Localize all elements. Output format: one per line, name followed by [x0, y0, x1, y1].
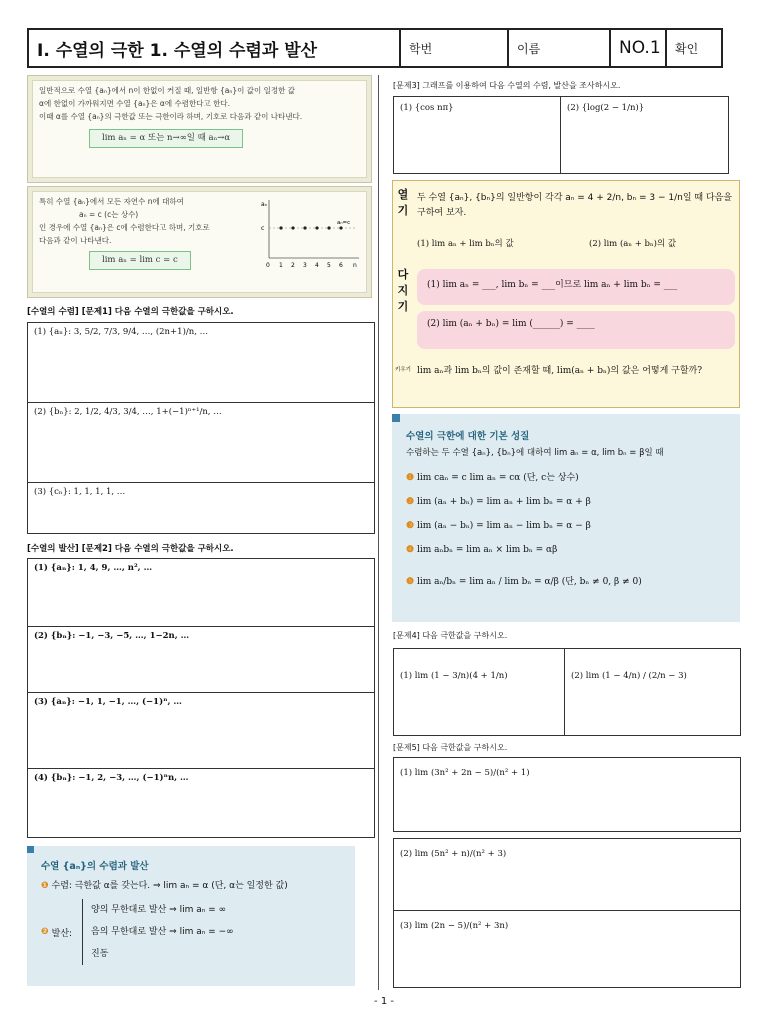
- open-q1: (1) lim aₙ + lim bₙ의 값: [417, 239, 514, 249]
- summary-title: 수열 {aₙ}의 수렴과 발산: [41, 861, 149, 872]
- header-bar: [27, 28, 723, 68]
- problem3-item2: (2) {log(2 − 1/n)}: [567, 103, 645, 113]
- oscillate-label: 진동: [91, 949, 109, 959]
- graph-y-label: aₙ: [261, 201, 268, 208]
- problem5-item3: (3) lim (2n − 5)/(n² + 3n): [400, 921, 509, 931]
- constant-sequence-graph: [259, 196, 363, 270]
- intro2-line: 인 경우에 수열 {aₙ}은 c에 수렴한다고 하며, 기호로: [39, 223, 210, 232]
- diverge-problem-table: [27, 558, 375, 838]
- column-divider: [378, 75, 379, 990]
- converge-problem-table: [27, 322, 375, 534]
- problem3-item1: (1) {cos nπ}: [394, 97, 561, 173]
- problem3-table: [393, 96, 729, 174]
- converge-summary: 수렴: 극한값 α를 갖는다. ⇒ lim aₙ = α (단, α는 일정한 값): [51, 881, 288, 891]
- diverge-label: 발산:: [51, 928, 73, 939]
- problem5-item1-box: [393, 757, 741, 832]
- diverge-negative: 음의 무한대로 발산 ⇒ lim aₙ = −∞: [91, 927, 234, 937]
- problem4-item2: (2) lim (1 − 4/n) / (2/n − 3): [571, 671, 687, 681]
- svg-text:4: 4: [315, 262, 319, 269]
- problem4-heading: [문제4] 다음 극한값을 구하시오.: [393, 631, 508, 640]
- svg-text:5: 5: [327, 262, 331, 269]
- diverge-heading: [수열의 발산] [문제2] 다음 수열의 극한값을 구하시오.: [27, 544, 234, 554]
- constant-limit-formula: lim aₙ = lim c = c: [89, 251, 191, 270]
- constant-sequence-box: [27, 186, 372, 298]
- problem4-table: [393, 648, 741, 736]
- practice-box-2: (2) lim (aₙ + bₙ) = lim (______) = ____: [417, 311, 735, 349]
- think-label: 키우기: [395, 367, 411, 373]
- property-5: lim aₙ/bₙ = lim aₙ / lim bₙ = α/β (단, bₙ ≠ 0, β ≠ 0): [416, 577, 642, 587]
- property-4: lim aₙbₙ = lim aₙ × lim bₙ = αβ: [416, 545, 558, 555]
- intro-definition-box: [27, 75, 372, 183]
- page-number: - 1 -: [374, 996, 394, 1007]
- svg-text:0: 0: [266, 262, 270, 269]
- corner-mark: [27, 846, 34, 853]
- problem-row: (4) {bₙ}: −1, 2, −3, …, (−1)ⁿn, …: [34, 773, 189, 783]
- graph-c-label: c: [261, 225, 265, 232]
- check-label: 확인: [675, 41, 699, 56]
- properties-title: 수열의 극한에 대한 기본 성질: [406, 431, 530, 442]
- intro2-line: 특히 수열 {aₙ}에서 모든 자연수 n에 대하여: [39, 197, 184, 206]
- name-label: 이름: [509, 30, 611, 66]
- problem-row: (3) {aₙ}: −1, 1, −1, …, (−1)ⁿ, …: [28, 693, 374, 769]
- problem3-heading: [문제3] 그래프를 이용하여 다음 수열의 수렴, 발산을 조사하시오.: [393, 81, 621, 90]
- bullet-3-icon: ❸: [406, 521, 415, 531]
- intro2-line: aₙ = c (c는 상수): [79, 210, 139, 219]
- intro2-line: 다음과 같이 나타낸다.: [39, 236, 112, 245]
- problem5-item1: (1) lim (3n² + 2n − 5)/(n² + 1): [400, 768, 530, 778]
- problem-row: (2) {bₙ}: −1, −3, −5, …, 1−2n, …: [28, 627, 374, 693]
- number-label: NO.1: [611, 30, 667, 66]
- problem5-heading: [문제5] 다음 극한값을 구하시오.: [393, 743, 508, 752]
- open-intro: 두 수열 {aₙ}, {bₙ}의 일반항이 각각 aₙ = 4 + 2/n, bₙ = 3 − 1/n일 때 다음을 구하여 보자.: [417, 193, 733, 218]
- bullet-2-icon: ❷: [41, 927, 49, 937]
- page-title: Ⅰ. 수열의 극한 1. 수열의 수렴과 발산: [29, 30, 401, 66]
- bullet-1-icon: ❶: [41, 881, 49, 891]
- think-question: lim aₙ과 lim bₙ의 값이 존재할 때, lim(aₙ + bₙ)의 값은 어떻게 구할까?: [417, 366, 703, 376]
- intro-line: 이때 α를 수열 {aₙ}의 극한값 또는 극한이라 하며, 기호로 다음과 같이 나타낸다.: [39, 112, 303, 121]
- practice-box-1: (1) lim aₙ = ___, lim bₙ = ___이므로 lim aₙ + lim bₙ = ___: [417, 269, 735, 305]
- corner-mark: [392, 414, 400, 422]
- problem-row: (2) {bₙ}: 2, 1/2, 4/3, 3/4, …, 1+(−1)ⁿ⁺¹/n, …: [28, 403, 374, 483]
- limit-formula: lim aₙ = α 또는 n→∞일 때 aₙ→α: [89, 129, 243, 148]
- practice-label: 다지기: [397, 268, 409, 313]
- open-activity-box: [392, 180, 740, 408]
- properties-intro: 수렴하는 두 수열 {aₙ}, {bₙ}에 대하여 lim aₙ = α, lim bₙ = β일 때: [406, 448, 664, 458]
- open-label: 열기: [397, 188, 409, 217]
- problem-row: (1) {aₙ}: 1, 4, 9, …, n², …: [28, 559, 374, 627]
- limit-properties-box: [392, 414, 740, 622]
- diverge-brace: [82, 899, 234, 965]
- problem4-item1: (1) lim (1 − 3/n)(4 + 1/n): [394, 649, 565, 735]
- bullet-1-icon: ❶: [406, 473, 415, 483]
- graph-line-label: aₙ=c: [337, 220, 351, 226]
- intro-line: α에 한없이 가까워지면 수열 {aₙ}은 α에 수렴한다고 한다.: [39, 99, 230, 108]
- property-1: lim caₙ = c lim aₙ = cα (단, c는 상수): [416, 473, 579, 483]
- problem5-item2: (2) lim (5n² + n)/(n² + 3): [394, 839, 740, 911]
- property-3: lim (aₙ − bₙ) = lim aₙ − lim bₙ = α − β: [416, 521, 591, 531]
- converge-heading: [수열의 수렴] [문제1] 다음 수열의 극한값을 구하시오.: [27, 307, 234, 317]
- open-q2: (2) lim (aₙ + bₙ)의 값: [589, 239, 677, 249]
- convergence-summary-box: [27, 846, 355, 986]
- svg-text:6: 6: [339, 262, 343, 269]
- svg-text:3: 3: [303, 262, 307, 269]
- student-id-label: 학번: [401, 30, 509, 66]
- svg-text:2: 2: [291, 262, 295, 269]
- problem-row: (1) {aₙ}: 3, 5/2, 7/3, 9/4, …, (2n+1)/n, …: [28, 323, 374, 403]
- bullet-4-icon: ❹: [406, 545, 415, 555]
- diverge-positive: 양의 무한대로 발산 ⇒ lim aₙ = ∞: [91, 905, 227, 915]
- problem5-items-box: [393, 838, 741, 988]
- bullet-2-icon: ❷: [406, 497, 415, 507]
- bullet-5-icon: ❺: [406, 577, 415, 587]
- svg-text:n: n: [353, 262, 357, 269]
- problem-row: (3) {cₙ}: 1, 1, 1, 1, …: [34, 487, 126, 497]
- intro-line: 일반적으로 수열 {aₙ}에서 n이 한없이 커질 때, 일반항 {aₙ}이 값이 일정한 값: [39, 86, 295, 95]
- property-2: lim (aₙ + bₙ) = lim aₙ + lim bₙ = α + β: [416, 497, 591, 507]
- svg-text:1: 1: [279, 262, 283, 269]
